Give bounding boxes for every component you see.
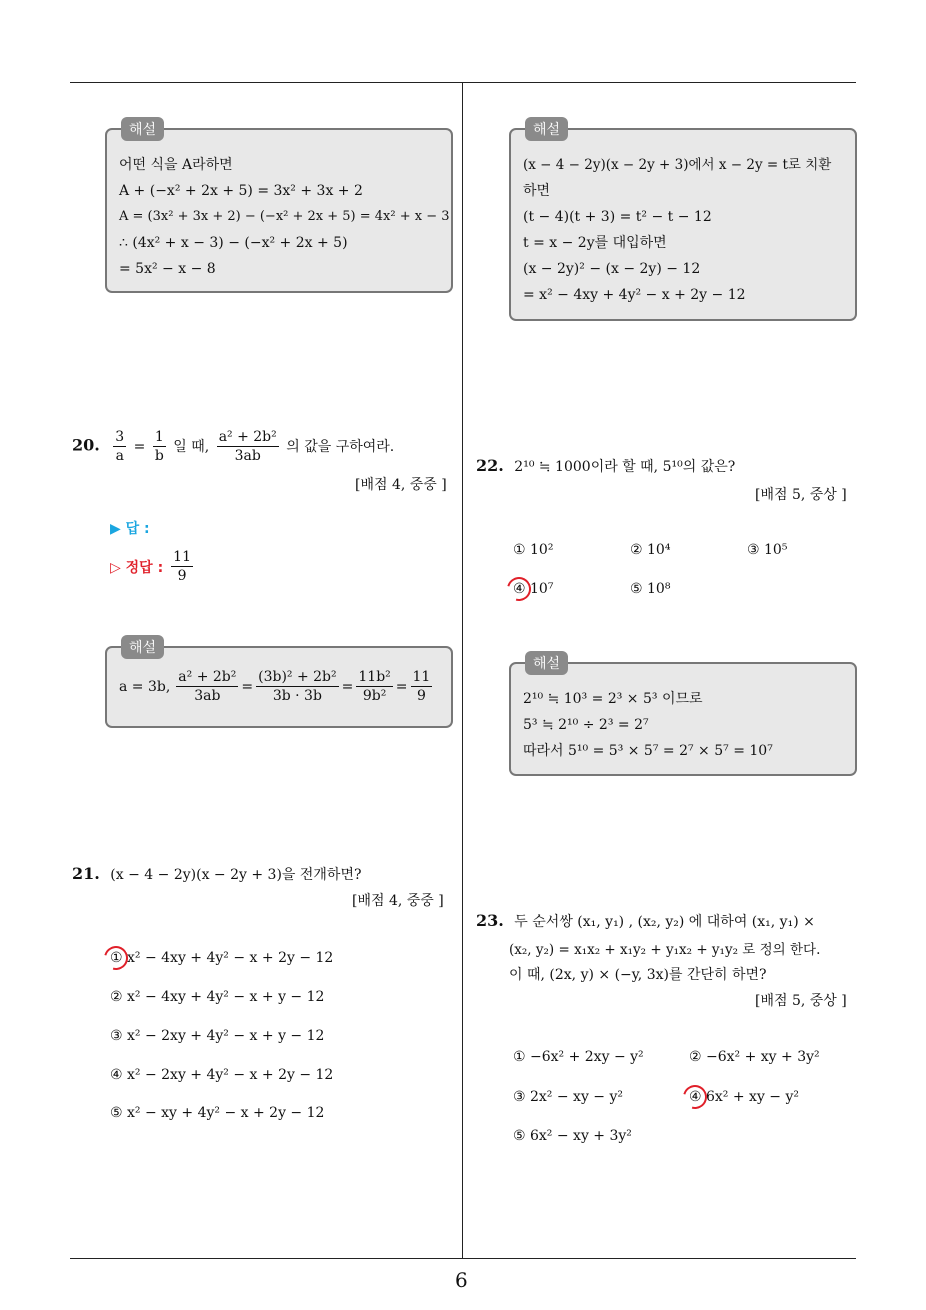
question-text-line: 이 때, (2x, y) × (−y, 3x)를 간단히 하면?: [509, 967, 767, 983]
answer-mark-circle: [100, 942, 133, 975]
question-text: (x − 4 − 2y)(x − 2y + 3)을 전개하면?: [110, 867, 362, 883]
solution-tag: 해설: [525, 651, 568, 675]
answer-mark-circle: [503, 573, 536, 606]
question-number: 21.: [72, 864, 100, 883]
choice-3[interactable]: ③ 2x² − xy − y²: [513, 1089, 624, 1105]
question-22: [476, 454, 735, 480]
question-meta: [배점 4, 중중 ]: [355, 477, 447, 493]
solution-line: t = x − 2y를 대입하면: [523, 235, 667, 251]
solution-line: (x − 2y)² − (x − 2y) − 12: [523, 261, 701, 277]
solution-line: A + (−x² + 2x + 5) = 3x² + 3x + 2: [119, 183, 363, 199]
solution-box-19: [105, 122, 453, 293]
question-23: [476, 909, 815, 935]
choice-4[interactable]: ④ x² − 2xy + 4y² − x + 2y − 12: [110, 1067, 334, 1083]
solution-line: 2¹⁰ ≒ 10³ = 2³ × 5³ 이므로: [523, 691, 703, 707]
question-meta: [배점 5, 중상 ]: [755, 487, 847, 503]
solution-line: A = (3x² + 3x + 2) − (−x² + 2x + 5) = 4x² + x − 3: [119, 209, 450, 224]
choice-3[interactable]: ③ x² − 2xy + 4y² − x + y − 12: [110, 1028, 325, 1044]
solution-line: 5³ ≒ 2¹⁰ ÷ 2³ = 2⁷: [523, 717, 649, 733]
choice-1[interactable]: ① −6x² + 2xy − y²: [513, 1049, 644, 1065]
fraction: $\frac{3}{a}$: [115, 429, 125, 464]
fraction: $\frac{1}{b}$: [154, 429, 164, 464]
correct-answer: [110, 548, 196, 585]
question-meta: [배점 4, 중중 ]: [352, 893, 444, 909]
solution-line: = 5x² − x − 8: [119, 261, 216, 277]
column-divider: [462, 83, 463, 1259]
choice-4[interactable]: ④ 6x² + xy − y²: [689, 1089, 800, 1105]
question-text-line: (x₂, y₂) = x₁x₂ + x₁y₂ + y₁x₂ + y₁y₂ 로 정의 한다.: [509, 942, 821, 958]
solution-line: 하면: [523, 183, 551, 199]
solution-box-20: [105, 640, 453, 728]
choice-2[interactable]: ② −6x² + xy + 3y²: [689, 1049, 820, 1065]
question-20: [72, 428, 394, 465]
choice-1[interactable]: ① x² − 4xy + 4y² − x + 2y − 12: [110, 950, 334, 966]
choice-4[interactable]: ④ 10⁷: [513, 581, 554, 597]
bottom-rule: [70, 1258, 856, 1259]
choice-2[interactable]: ② 10⁴: [630, 542, 671, 558]
solution-line: = x² − 4xy + 4y² − x + 2y − 12: [523, 287, 746, 303]
question-number: 22.: [476, 456, 504, 475]
choice-3[interactable]: ③ 10⁵: [747, 542, 788, 558]
top-rule: [70, 82, 856, 83]
correct-label: ▷ 정답 :: [110, 559, 164, 576]
solution-line: (x − 4 − 2y)(x − 2y + 3)에서 x − 2y = t로 치환: [523, 157, 832, 173]
question-text: $\frac{3}{a}$ = $\frac{1}{b}$ 일 때, $\frac{\text{a² + 2b²}}{3ab}$ 의 값을 구하여라.: [115, 429, 395, 464]
solution-line: 어떤 식을 A라하면: [119, 157, 233, 173]
question-number: 20.: [72, 435, 100, 455]
solution-line: ∴ (4x² + x − 3) − (−x² + 2x + 5): [119, 235, 348, 251]
solution-tag: 해설: [121, 117, 164, 141]
choice-5[interactable]: ⑤ x² − xy + 4y² − x + 2y − 12: [110, 1105, 325, 1121]
question-text: 2¹⁰ ≒ 1000이라 할 때, 5¹⁰의 값은?: [514, 459, 736, 475]
answer-label: ▶ 답 :: [110, 521, 150, 537]
question-21: [72, 862, 361, 888]
fraction: $\frac{11}{9}$: [173, 549, 191, 584]
choice-1[interactable]: ① 10²: [513, 542, 554, 558]
question-text-line: 두 순서쌍 (x₁, y₁) , (x₂, y₂) 에 대하여 (x₁, y₁) ×: [514, 914, 815, 930]
question-number: 23.: [476, 911, 504, 930]
solution-line: a = 3b, $\frac{\text{a² + 2b²}}{3ab}$ = $\frac{\text{(3b)² + 2b²}}{3b \cdot 3b}$ = $\frac{\text{11b²}}{\text{9b²}}$ = $\frac{11}{9}$: [119, 669, 431, 704]
solution-tag: 해설: [121, 635, 164, 659]
fraction: $\frac{\text{a² + 2b²}}{3ab}$: [218, 429, 277, 464]
solution-line: (t − 4)(t + 3) = t² − t − 12: [523, 209, 712, 225]
page-number: 6: [455, 1268, 468, 1292]
solution-box-22: [509, 656, 857, 776]
solution-line: 따라서 5¹⁰ = 5³ × 5⁷ = 2⁷ × 5⁷ = 10⁷: [523, 743, 773, 759]
solution-box-21: [509, 122, 857, 321]
choice-5[interactable]: ⑤ 6x² − xy + 3y²: [513, 1128, 632, 1144]
solution-tag: 해설: [525, 117, 568, 141]
choice-2[interactable]: ② x² − 4xy + 4y² − x + y − 12: [110, 989, 325, 1005]
choice-5[interactable]: ⑤ 10⁸: [630, 581, 671, 597]
question-meta: [배점 5, 중상 ]: [755, 993, 847, 1009]
answer-mark-circle: [679, 1081, 712, 1114]
